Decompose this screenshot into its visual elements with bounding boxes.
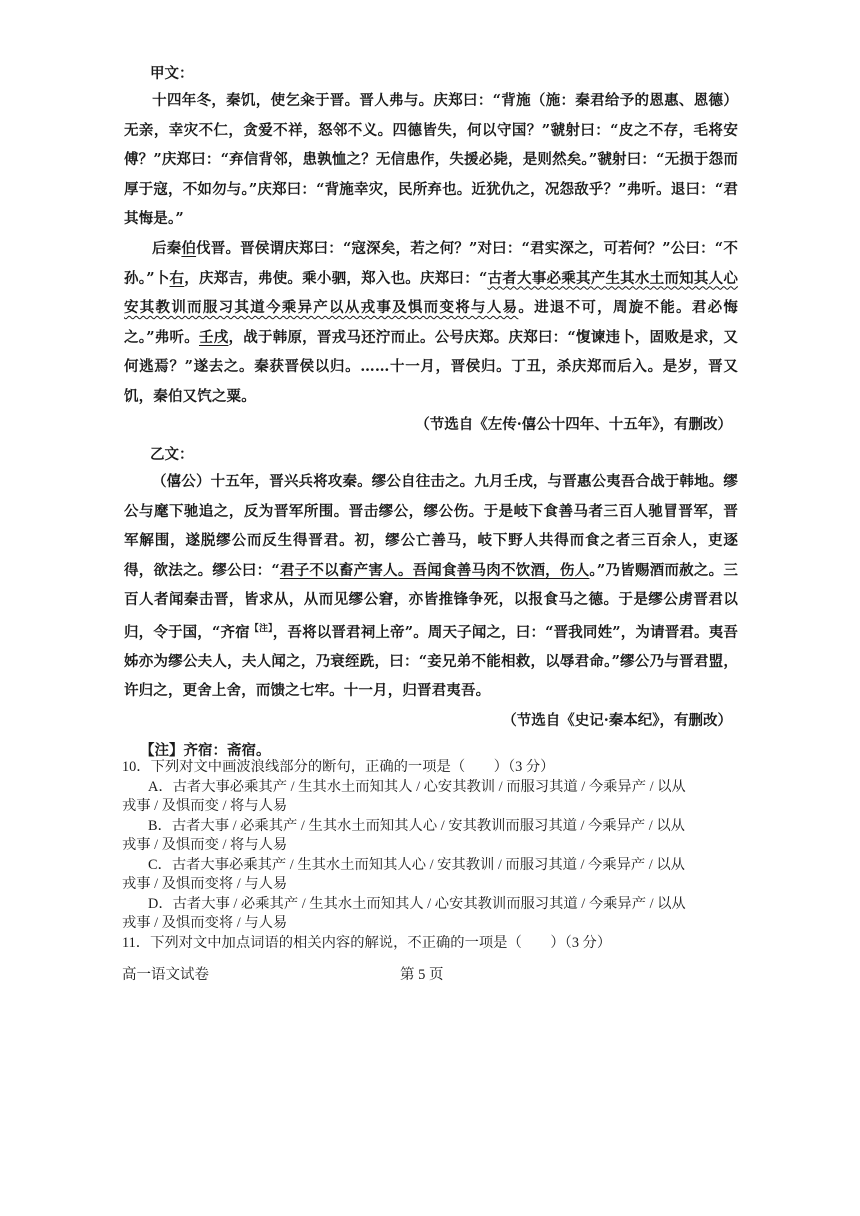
question-10 [122, 758, 742, 953]
annotation-note: 【注】齐宿：斋宿。 [140, 742, 271, 759]
note-marker: 【注】 [249, 623, 273, 634]
wavy-underlined-sentence: 古者大事必乘其产生其水土而知其人心安其教训而服习其道今乘异产以从戎事及惧而变将与人易 [124, 269, 738, 316]
passage-jia-source: （节选自《左传·僖公十四年、十五年》，有删改） [415, 416, 732, 433]
underlined-translation-sentence: 君子不以畜产害人。吾闻食善马肉不饮酒，伤人 [279, 561, 590, 579]
footer-page-number: 第 5 页 [400, 967, 444, 983]
passage-yi-label: 乙文： [150, 446, 194, 463]
option-c-line-1: C．古者大事必乘其产 / 生其水土而知其人心 / 安其教训 / 而服习其道 / 今乘异产 / 以从 [148, 856, 685, 873]
dotted-word-you: 右 [169, 269, 185, 287]
dotted-word-renxu: 壬戌 [199, 328, 229, 346]
option-a-line-1: A．古者大事必乘其产 / 生其水土而知其人 / 心安其教训 / 而服习其道 / 今乘异产 / 以从 [148, 778, 686, 795]
passage-jia-label: 甲文： [150, 65, 194, 82]
passage-yi-source: （节选自《史记·秦本纪》，有删改） [502, 712, 732, 729]
option-b-line-2: 戎事 / 及惧而变 / 将与人易 [122, 837, 288, 853]
dotted-word-bo: 伯 [181, 240, 197, 257]
option-c-line-2: 戎事 / 及惧而变将 / 与人易 [122, 876, 288, 892]
option-d-line-2: 戎事 / 及惧而变将 / 与人易 [122, 915, 288, 931]
question-10-stem: 10．下列对文中画波浪线部分的断句，正确的一项是（ ）（3 分） [122, 759, 555, 775]
question-11-stem: 11．下列对文中加点词语的相关内容的解说，不正确的一项是（ ）（3 分） [122, 934, 612, 951]
passage-jia-paragraph-1: 十四年冬，秦饥，使乞籴于晋。晋人弗与。庆郑曰：“背施（施：秦君给予的恩惠、恩德）无亲，幸灾不仁，贪爱不祥，怒邻不义。四德皆失，何以守国？”虢射曰：“皮之不存，毛将安傅？”庆郑曰：“弃信背邻，患孰恤之？无信患作，失援必毙，是则然矣。”虢射曰：“无损于怨而厚于寇，不如勿与。”庆郑曰：“背施幸灾，民所弃也。近犹仇之，况怨敌乎？”弗听。退曰：“君其悔是。” [124, 92, 738, 227]
option-b-line-1: B．古者大事 / 必乘其产 / 生其水土而知其人心 / 安其教训而服习其道 / 今乘异产 / 以从 [148, 817, 685, 834]
option-d-line-1: D．古者大事 / 必乘其产 / 生其水土而知其人 / 心安其教训而服习其道 / 今乘异产 / 以从 [148, 895, 686, 912]
option-a-line-2: 戎事 / 及惧而变 / 将与人易 [122, 798, 288, 814]
passage-jia-paragraph-2: 后秦伯伐晋。晋侯谓庆郑曰：“寇深矣，若之何？”对曰：“君实深之，可若何？”公曰：“不孙。”卜右，庆郑吉，弗使。乘小驷，郑入也。庆郑曰：“古者大事必乘其产生其水土而知其人心安其教训而服习其道今乘异产以从戎事及惧而变将与人易。进退不可，周旋不能。君必悔之。”弗听。壬戌，战于韩原，晋戎马还泞而止。公号庆郑。庆郑曰：“愎谏违卜，固败是求，又何逃焉？”遂去之。秦获晋侯以归。……十一月，晋侯归。丁丑，杀庆郑而后入。是岁，晋又饥，秦伯又饩之粟。 [124, 240, 738, 405]
footer-exam-title: 高一语文试卷 [122, 967, 209, 983]
passage-yi-paragraph: （僖公）十五年，晋兴兵将攻秦。缪公自往击之。九月壬戌，与晋惠公夷吾合战于韩地。缪公与麾下驰追之，反为晋军所围。晋击缪公，缪公伤。于是岐下食善马者三百人驰冒晋军，晋军解围，遂脱缪公而反生得晋君。初，缪公亡善马，岐下野人共得而食之者三百余人，吏逐得，欲法之。缪公曰：“君子不以畜产害人。吾闻食善马肉不饮酒，伤人。”乃皆赐酒而赦之。三百人者闻秦击晋，皆求从，从而见缪公窘，亦皆推锋争死，以报食马之德。于是缪公虏晋君以归，令于国，“齐宿$^{【注】}$，吾将以晋君祠上帝”。周天子闻之，曰：“晋我同姓”，为请晋君。夷吾姊亦为缪公夫人，夫人闻之，乃衰绖跣，曰：“妾兄弟不能相救，以辱君命。”缪公乃与晋君盟，许归之，更舍上舍，而馈之七牢。十一月，归晋君夷吾。 [124, 473, 739, 700]
